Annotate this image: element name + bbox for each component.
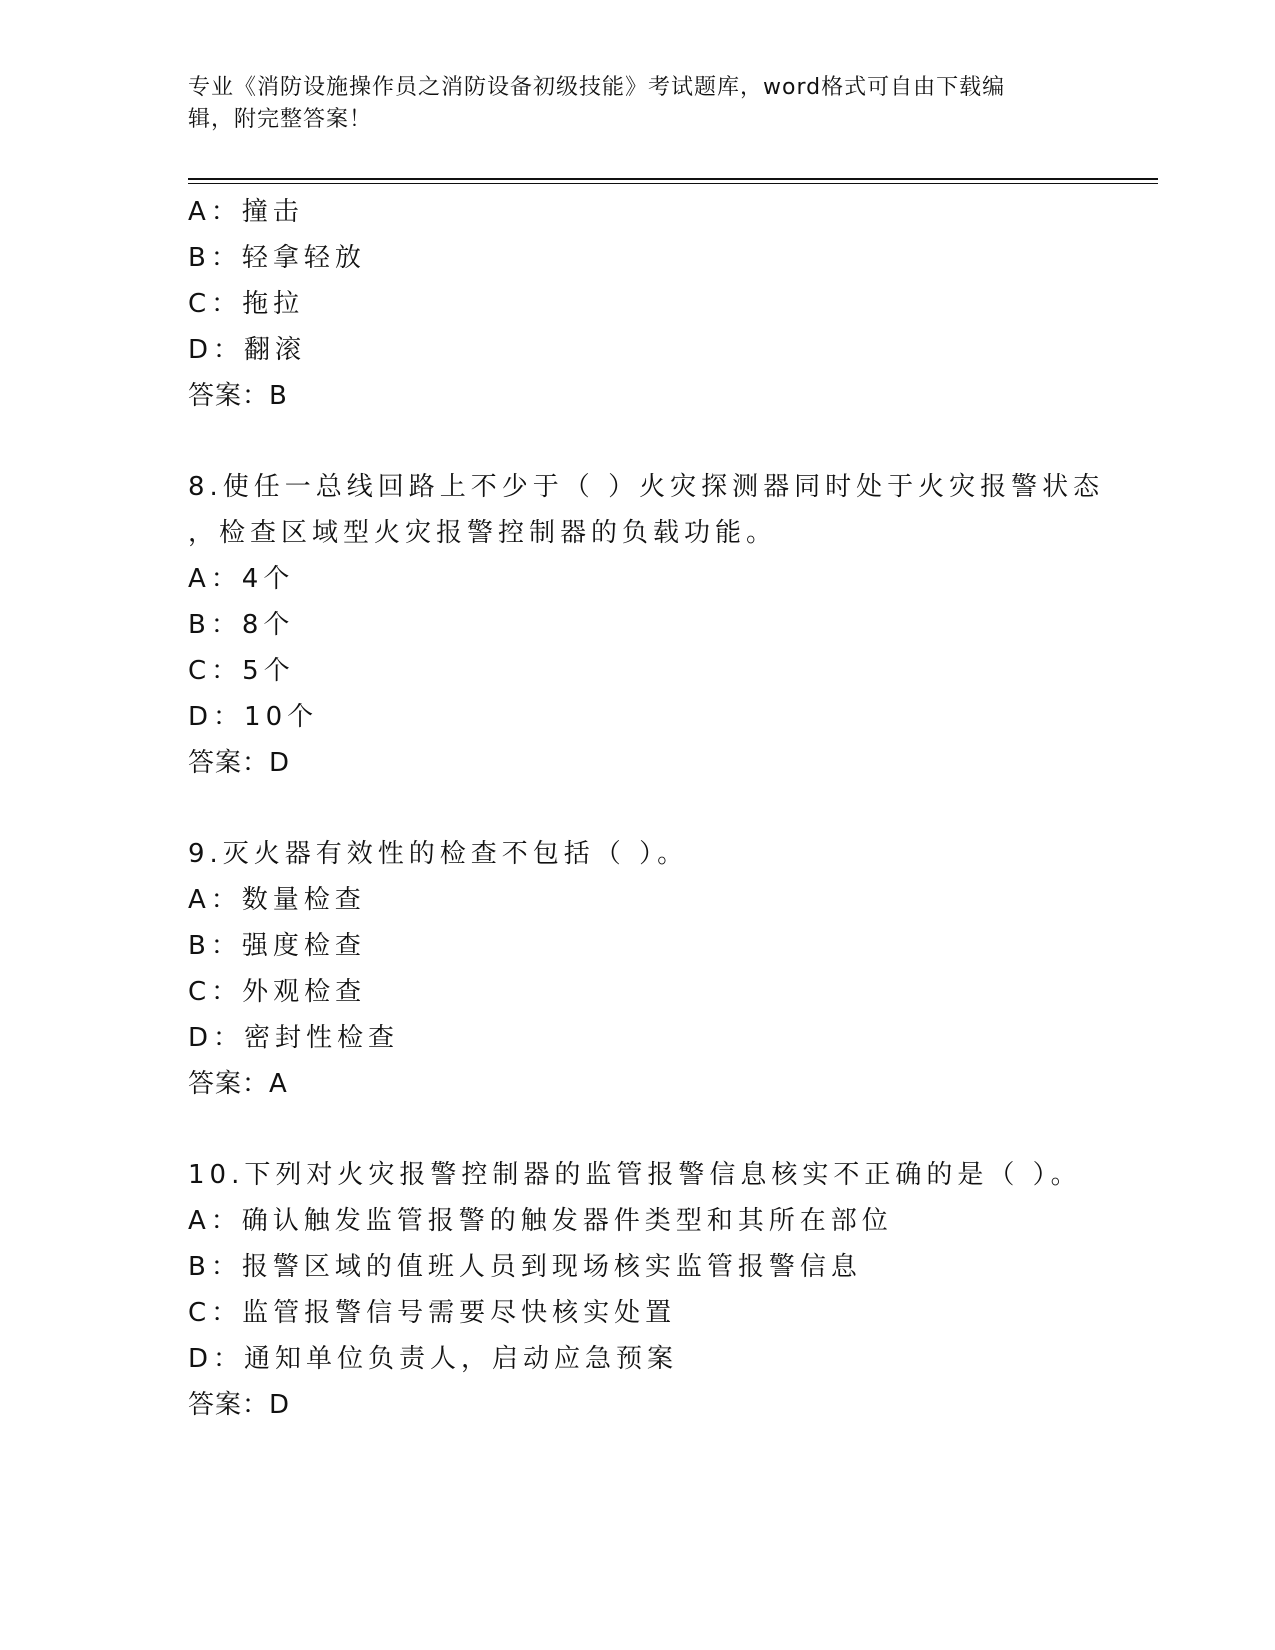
question-stem-continued: ，检查区域型火灾报警控制器的负载功能。 [188,518,778,548]
question-stem: 10.下列对火灾报警控制器的监管报警信息核实不正确的是（ ）。 [188,1160,1082,1190]
option-b: B：8个 [188,610,295,640]
document-header [188,72,1088,136]
option-d: D：10个 [188,702,319,732]
option-c: C：拖拉 [188,289,305,319]
question-stem: 8.使任一总线回路上不少于（ ）火灾探测器同时处于火灾报警状态 [188,472,1105,502]
option-a: A：4个 [188,564,295,594]
answer: 答案：D [188,748,291,778]
answer: 答案：D [188,1390,291,1420]
option-b: B：强度检查 [188,931,366,961]
option-a: A：确认触发监管报警的触发器件类型和其所在部位 [188,1206,893,1236]
option-a: A：撞击 [188,197,304,227]
option-b: B：报警区域的值班人员到现场核实监管报警信息 [188,1252,862,1282]
answer: 答案：B [188,381,288,411]
option-b: B：轻拿轻放 [188,243,366,273]
header-divider-thin [188,183,1158,184]
spacer [188,419,1088,464]
option-a: A：数量检查 [188,885,366,915]
option-c: C：外观检查 [188,977,367,1007]
header-line-1: 专业《消防设施操作员之消防设备初级技能》考试题库，word格式可自由下载编 [188,75,1006,100]
spacer [188,786,1088,831]
option-c: C：监管报警信号需要尽快核实处置 [188,1298,677,1328]
option-c: C：5个 [188,656,295,686]
question-10 [188,1152,1088,1428]
header-divider-thick [188,178,1158,180]
question-list [188,189,1105,1428]
question-stem: 9.灭火器有效性的检查不包括（ ）。 [188,839,689,869]
question-8 [188,464,1105,786]
answer: 答案：A [188,1069,288,1099]
spacer [188,1107,1088,1152]
question-9 [188,831,1088,1107]
option-d: D：密封性检查 [188,1023,400,1053]
question-7 [188,189,1088,419]
option-d: D：通知单位负责人，启动应急预案 [188,1344,679,1374]
header-line-2: 辑，附完整答案！ [188,107,373,132]
option-d: D：翻滚 [188,335,307,365]
